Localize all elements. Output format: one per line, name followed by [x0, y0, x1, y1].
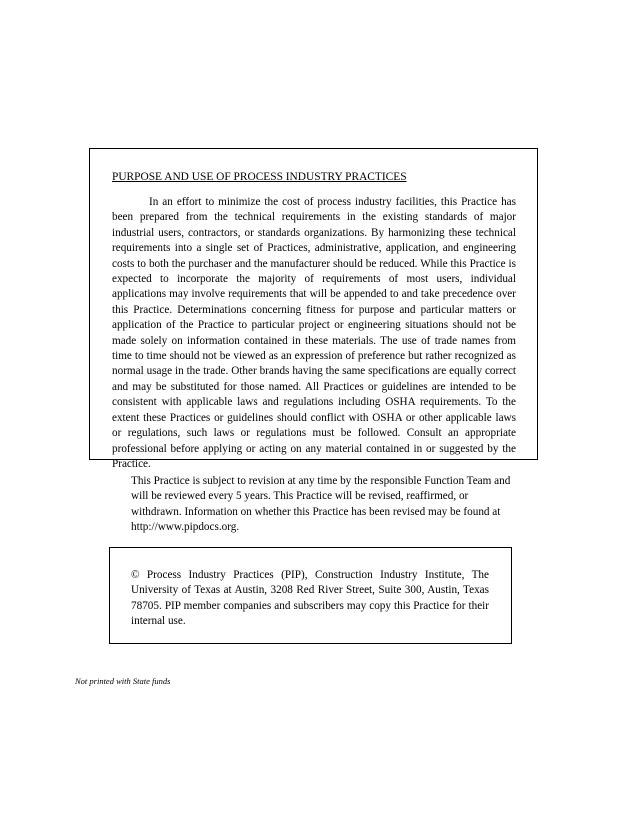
revision-notice: This Practice is subject to revision at any time by the responsible Function Team and will be reviewed every 5 years. This Practice will be revised, reaffirmed, or withdrawn. Information on whether this Practice has been revised may be found at http://www.pipdocs.org.: [131, 475, 511, 534]
purpose-paragraph: In an effort to minimize the cost of process industry facilities, this Practice has been prepared from the technical requirements in the existing standards of major industrial users, contractors, or standards organizations. By harmonizing these technical requirements into a single set of Practices, administrative, application, and engineering costs to both the purchaser and the manufacturer should be reduced. While this Practice is expected to incorporate the majority of requirements of most users, individual applications may involve requirements that will be appended to and take precedence over this Practice. Determinations concerning fitness for purpose and particular matters or application of the Practice to particular project or engineering situations should not be made solely on information contained in these materials. The use of trade names from time to time should not be viewed as an expression of preference but rather recognized as normal usage in the trade. Other brands having the same specifications are equally correct and may be substituted for those named. All Practices or guidelines are intended to be consistent with applicable laws and regulations including OSHA requirements. To the extent these Practices or guidelines should conflict with OSHA or other applicable laws or regulations, such laws or regulations must be followed. Consult an appropriate professional before applying or acting on any material contained in or suggested by the Practice.: [112, 196, 516, 470]
footer-note: Not printed with State funds: [75, 676, 171, 686]
copyright-paragraph: © Process Industry Practices (PIP), Construction Industry Institute, The University of Texas at Austin, 3208 Red River Street, Suite 300, Austin, Texas 78705. PIP member companies and subscribers may copy this Practice for their internal use.: [131, 569, 489, 628]
purpose-heading: PURPOSE AND USE OF PROCESS INDUSTRY PRACTICES: [112, 171, 407, 183]
